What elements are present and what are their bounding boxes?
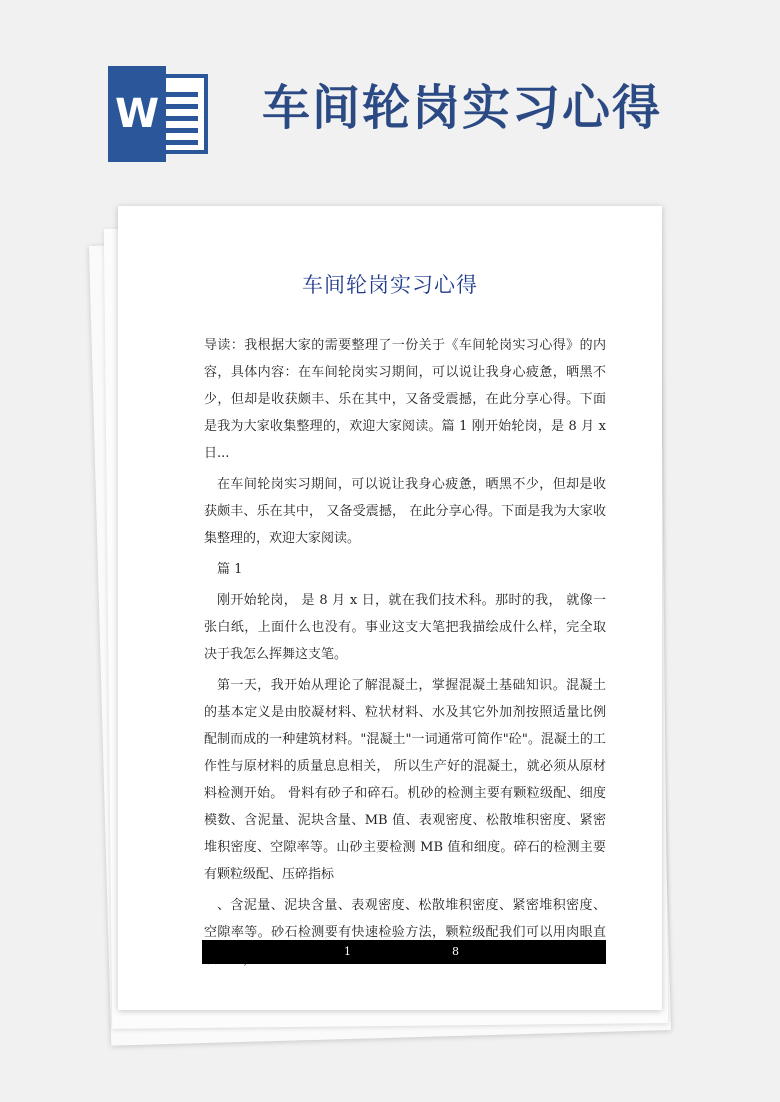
body-paragraph: 刚开始轮岗， 是 8 月 x 日，就在我们技术科。那时的我， 就像一张白纸，上面什么也没有。事业这支大笔把我描绘成什么样，完全取决于我怎么挥舞这支笔。 <box>204 593 606 662</box>
document-body <box>204 332 606 977</box>
word-document-icon <box>108 66 210 162</box>
body-paragraph: 在车间轮岗实习期间，可以说让我身心疲惫，晒黑不少，但却是收获颇丰、乐在其中， 又备受震撼， 在此分享心得。下面是我为大家收集整理的，欢迎大家阅读。 <box>204 477 606 546</box>
word-icon-letter: W <box>108 66 166 162</box>
banner-header <box>0 0 780 190</box>
intro-paragraph: 导读：我根据大家的需要整理了一份关于《车间轮岗实习心得》的内容，具体内容：在车间轮岗实习期间，可以说让我身心疲惫，晒黑不少，但却是收获颇丰、乐在其中，又备受震撼，在此分享心得。下面是我为大家收集整理的，欢迎大家阅读。篇 1 刚开始轮岗，是 8 月 x 日... <box>204 338 606 461</box>
document-page <box>118 206 662 1010</box>
page-number: 1 <box>344 945 351 958</box>
page-footer-bar <box>202 940 606 964</box>
body-paragraph: 、含泥量、泥块含量、表观密度、松散堆积密度、紧密堆积密度、空隙率等。砂石检测要有快速检验方法，颗粒级配我们可以用肉眼直 <box>204 898 606 940</box>
body-paragraph: 第一天，我开始从理论了解混凝土，掌握混凝土基础知识。混凝土的基本定义是由胶凝材料、粒状材料、水及其它外加剂按照适量比例配制而成的一种建筑材料。"混凝土"一词通常可简作"砼"。混凝土的工作性与原材料的质量息息相关， 所以生产好的混凝土，就必须从原材料检测开始。 骨料有砂子和碎石。机砂的检测主要有颗粒级配、细度模数、含泥量、泥块含量、MB 值、表观密度、松散堆积密度、紧密堆积密度、空隙率等。山砂主要检测 MB 值和细度。碎石的检测主要有颗粒级配、压碎指标 <box>204 678 606 882</box>
banner-title: 车间轮岗实习心得 <box>262 80 663 136</box>
document-title: 车间轮岗实习心得 <box>302 273 478 297</box>
page-total: 8 <box>452 945 459 958</box>
section-heading: 篇 1 <box>217 562 243 577</box>
